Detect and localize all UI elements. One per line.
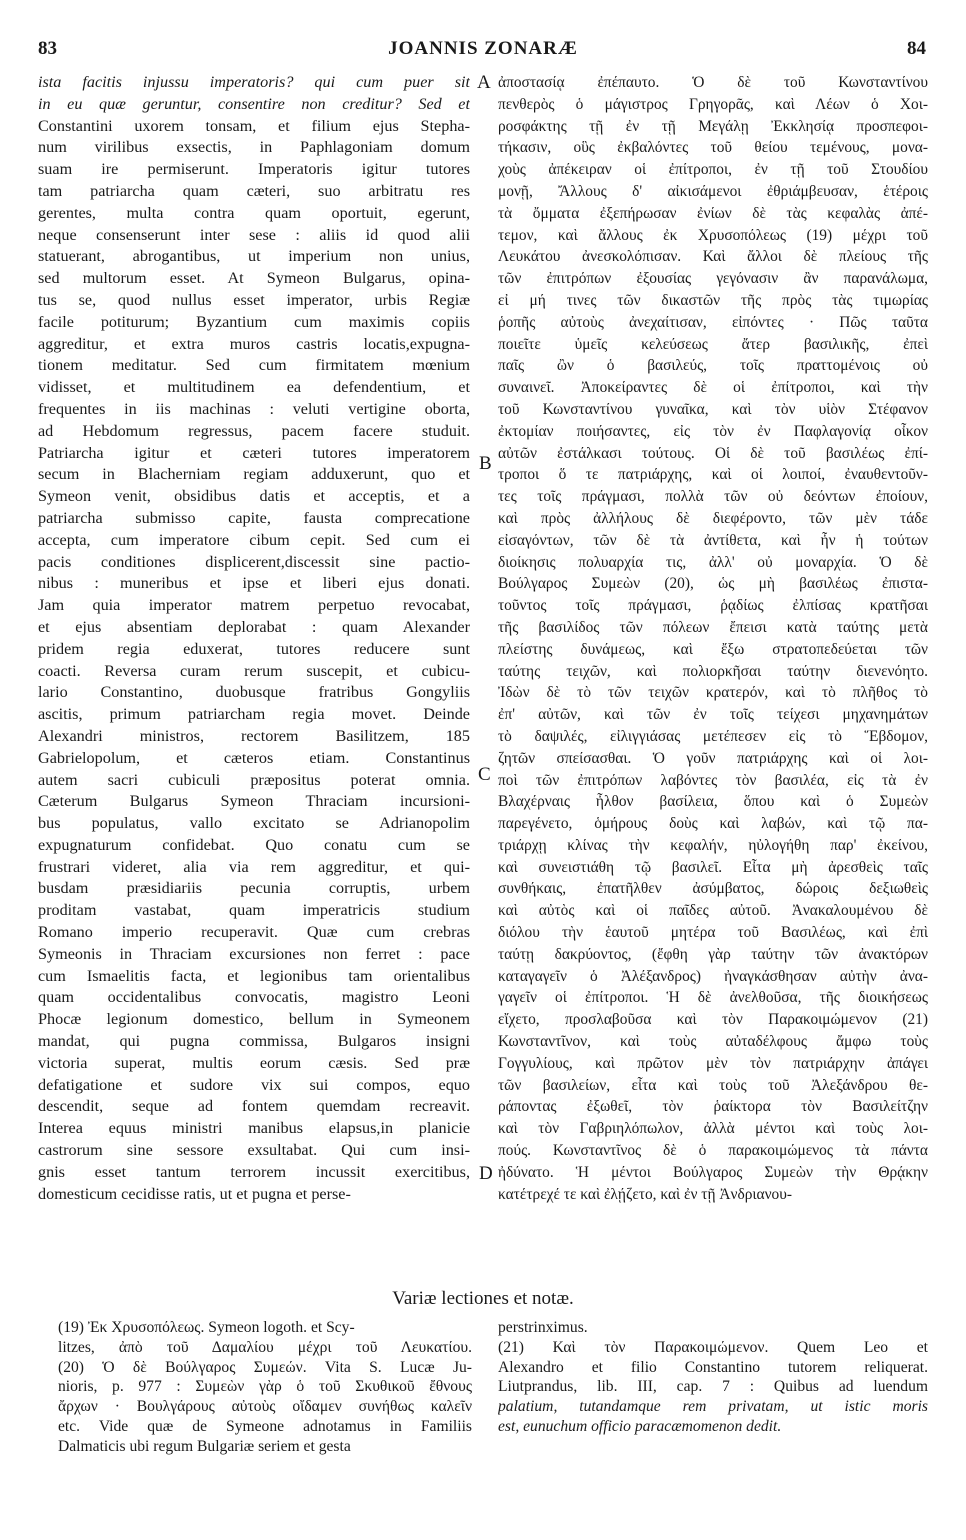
- margin-marker-a: A: [477, 72, 491, 93]
- greek-text-line: πούς. Κωνσταντῖνος δὲ ὁ παρακοιμώμενος τὰ πάντα: [498, 1142, 928, 1160]
- latin-text-line: Jam quia imperator matrem perpetuo revocabat,: [38, 596, 470, 615]
- note-line: (21) Καὶ τὸν Παρακοιμώμενον. Quem Leo et: [498, 1338, 928, 1356]
- latin-text-line: aggreditur, et extra muros castris locatis,expugna-: [38, 334, 470, 353]
- greek-text-line: συναινεῖ. Ἀποκείραντες δὲ οἱ ἐπίτροποι, καὶ τὴν: [498, 379, 928, 397]
- latin-text-line: gerentes, multa contra quam oportuit, egerunt,: [38, 203, 470, 222]
- greek-text-line: τῆς βασιλίδος τῶν πόλεων ἔπεισι κατὰ ταύτης μετὰ: [498, 618, 928, 636]
- greek-text-line: ῥοπῆς αὐτοὺς ἀνεχαίτισαν, εἰπόντες · Πῶς ταῦτα: [498, 313, 928, 331]
- greek-text-line: γαγεῖν οἱ ἐπίτροποι. Ἡ δὲ ἀνελθοῦσα, τῆς διοικήσεως: [498, 989, 928, 1007]
- greek-text-line: ἐκτομίαν ποιήσαντες, εἰς τὸν ἐν Παφλαγονίᾳ οἶκον: [498, 422, 928, 440]
- note-line: (19) Ἐκ Χρυσοπόλεως. Symeon logoth. et Scy-: [58, 1319, 355, 1336]
- latin-text-line: Constantini uxorem tonsam, et filium ejus Stepha-: [38, 116, 470, 135]
- latin-text-line: et ejus absentiam deplorabat : quam Alexander: [38, 617, 470, 636]
- latin-text-line: domesticum cecidisse ratis, ut et pugna et perse-: [38, 1184, 351, 1203]
- latin-text-line: mandat, qui pugna commissa, Bulgaros insigni: [38, 1032, 470, 1051]
- greek-text-line: τοῦντος τοῖς πράγμασι, ῥᾳδίως ἐλπίσας κρατῆσαι: [498, 597, 928, 615]
- greek-text-line: τριάρχῃ κλίνας τὴν κεφαλήν, ηὐλογήθη παρ' ἐκείνου,: [498, 836, 928, 854]
- latin-text-line: cum Ismaelitis facta, et legionibus tam orientalibus: [38, 966, 470, 985]
- note-line: est, eunuchum officio paracæmomenon dedit.: [498, 1417, 782, 1435]
- greek-text-line: ἠδύνατο. Ἡ μέντοι Βούλγαρος Συμεὼν τὴν Θρᾴκην: [498, 1163, 928, 1181]
- latin-text-line: Romano imperio recuperavit. Quæ cum crebras: [38, 923, 470, 942]
- greek-text-line: ἐπ' αὐτῶν, καὶ τῶν ἐν τοῖς τείχεσι μηχανημάτων: [498, 706, 928, 724]
- latin-text-line: ad Hebdomum regressus, pacem facere studuit.: [38, 421, 470, 440]
- latin-text-line: pridem regia eduxerat, tutores reducere sunt: [38, 639, 470, 658]
- latin-text-line: lario Constantino, duobusque fratribus Gongyliis: [38, 683, 470, 702]
- greek-text-line: εἴχετο, προσλαβοῦσα καὶ τὸν Παρακοιμώμενον (21): [498, 1011, 928, 1029]
- latin-text-line: coacti. Reversa curam rerum suscepit, et cubicu-: [38, 661, 470, 680]
- latin-text-line: ascitis, primum patriarcham regia movet. Deinde: [38, 705, 470, 724]
- note-line: perstrinximus.: [498, 1319, 588, 1336]
- latin-text-line: Cæterum Bulgarus Symeon Thraciam incursioni-: [38, 792, 470, 811]
- greek-text-line: Βούλγαρος Συμεὼν (20), ὡς μὴ βασιλέως ἐπιστα-: [498, 575, 928, 593]
- latin-text-line: bus populatus, vallo excitato se Adrianopolim: [38, 814, 470, 833]
- greek-text-line: παῖς ὢν ὁ βασιλεύς, τοῖς πραττομένοις οὐ: [498, 357, 928, 375]
- latin-text-line: neque consenserunt inter sese : aliis id quod alii: [38, 225, 470, 244]
- latin-text-line: frequentes in iis machinas : veluti vertigine oborta,: [38, 399, 470, 418]
- greek-text-line: τῶν βασιλείων, εἶτα καὶ τοὺς τοῦ Ἀλεξάνδρου θε-: [498, 1076, 928, 1094]
- latin-text-line: castrorum sine sessore exsultabat. Qui cum insi-: [38, 1141, 470, 1160]
- greek-text-line: ζητῶν σπείσασθαι. Ὁ γοῦν πατριάρχης καὶ οἱ λοι-: [498, 749, 928, 767]
- latin-text-line: autem sacri cubiculi præpositus poterat omnia.: [38, 770, 470, 789]
- latin-text-line: tam patriarcha quam cæteri, suo arbitratu res: [38, 181, 470, 200]
- greek-text-line: ποὶ τῶν ἐπιτρόπων λαβόντες τὸν βασιλέα, εἰς τὰ ἐν: [498, 771, 928, 789]
- latin-text-line: num virilibus exsectis, in Paphlagoniam domum: [38, 138, 470, 157]
- greek-text-line: τροποι ὅ τε πατριάρχης, καὶ οἱ λοιποί, ἐναυθεντοῦν-: [498, 466, 928, 484]
- greek-text-line: διοίκησις πολυαρχία τις, ἀλλ' οὐ μοναρχία. Ὁ δὲ: [498, 553, 928, 571]
- greek-text-line: τῶν ἐπιτρόπων ἐξουσίας γεγόνασιν ἂν παρανάλωμα,: [498, 270, 928, 288]
- latin-text-line: vidisset, et multitudinem ea defendentium, et: [38, 378, 470, 397]
- latin-text-line: quam occidentalibus convocatis, magistro Leoni: [38, 988, 470, 1007]
- note-line: ἄρχων · Βουλγάρους αὐτοὺς οἴδαμεν συνήθως καλεῖν: [58, 1398, 472, 1416]
- latin-text-line: busdam præsidiariis pecunia corruptis, urbem: [38, 879, 470, 898]
- latin-text-line: Patriarcha igitur et cæteri tutores imperatorem: [38, 443, 470, 462]
- greek-text-line: πλείστης δυνάμεως, καὶ ἔξω στρατοπεδεύεται τῶν: [498, 640, 928, 658]
- note-line: Alexandro et filio Constantino tutorem reliquerat.: [498, 1358, 928, 1376]
- greek-text-line: καὶ συνειστιάθη τῷ βασιλεῖ. Εἶτα μὴ ἀρεσθεὶς ταῖς: [498, 858, 928, 876]
- note-line: litzes, ἀπὸ τοῦ Δαμαλίου μέχρι τοῦ Λευκατίου.: [58, 1338, 472, 1356]
- running-title: JOANNIS ZONARÆ: [388, 38, 578, 59]
- greek-text-line: καὶ πρὸς ἀλλήλους δὲ διεφέροντο, τῶν μὲν τάδε: [498, 509, 928, 527]
- greek-text-line: εἰσαγόντων, τῶν δὲ τὰ ἀντίθετα, καὶ ἦν ἡ τούτων: [498, 531, 928, 549]
- greek-text-line: τὰ ὄμματα ἐξεπήρωσαν ἐνίων δὲ τὰς κεφαλὰς ἀπέ-: [498, 204, 928, 222]
- latin-text-line: gnis esset tantum terrorem incussit exercitibus,: [38, 1162, 470, 1181]
- greek-text-line: τοῦ Κωνσταντίνου γυναῖκα, καὶ τὸν υἱὸν Στέφανον: [498, 400, 928, 418]
- latin-text-line: ista facitis injussu imperatoris? qui cum puer sit: [38, 73, 470, 91]
- latin-text-line: tionem meditatur. Sed cum firmitatem mœnium: [38, 356, 470, 375]
- latin-text-line: proditam vastabat, quam imperatricis studium: [38, 901, 470, 920]
- note-line: nioris, p. 977 : Συμεὼν γὰρ ὁ τοῦ Σκυθικοῦ ἔθνους: [58, 1378, 472, 1396]
- latin-text-line: accepta, cum imperatore cibum cepit. Sed cum ei: [38, 530, 470, 549]
- latin-text-line: Phocæ legionum domestico, bellum in Symeonem: [38, 1010, 470, 1029]
- notes-right-column: [498, 1318, 928, 1437]
- latin-text-line: Gabrielopolum, et cæteros etiam. Constantinus: [38, 748, 470, 767]
- latin-text-line: victoria superat, multis eorum cæsis. Sed præ: [38, 1053, 470, 1072]
- margin-marker-b: B: [479, 453, 492, 474]
- greek-text-line: τήκασιν, οὓς ἐκβαλόντες τοῦ θείου τεμένους, μονα-: [498, 139, 928, 157]
- latin-text-line: Interea equus ministri manibus elapsus,in planicie: [38, 1119, 470, 1138]
- greek-text-line: τες τοῖς πράγμασι, πολλὰ τῶν οὐ δεόντων ἐποίουν,: [498, 488, 928, 506]
- latin-text-line: defatigatione et sudore vix sui compos, equo: [38, 1075, 470, 1094]
- greek-text-line: Ἰδὼν δὲ τὸ τῶν τειχῶν κρατερόν, καὶ τὸ πλῆθος τὸ: [498, 684, 928, 702]
- margin-marker-d: D: [479, 1163, 493, 1184]
- greek-text-line: καὶ αὐτὸς καὶ οἱ παῖδες αὐτοῦ. Ἀνακαλουμένου δὲ: [498, 902, 928, 920]
- latin-text-line: suam ire permiserunt. Imperatoris igitur tutores: [38, 160, 470, 179]
- latin-column: [38, 72, 470, 1205]
- greek-text-line: χοὺς ἀπέκειραν οἱ ἐπίτροποι, ἐν τῇ τοῦ Στουδίου: [498, 161, 928, 179]
- greek-text-line: ροσφάκτης τῇ ἐν τῇ Μεγάλῃ Ἐκκλησίᾳ προσπεφοι-: [498, 117, 928, 135]
- notes-heading: Variæ lectiones et notæ.: [392, 1288, 574, 1309]
- latin-text-line: sed multorum esset. At Symeon Bulgarus, opina-: [38, 269, 470, 288]
- note-line: Liutprandus, lib. III, cap. 7 : Quibus ad luendum: [498, 1378, 928, 1396]
- greek-text-line: Λευκάτου ἀνεσκολόπισαν. Καὶ ἄλλοι δὲ πλείους τῆς: [498, 248, 928, 266]
- latin-text-line: facile potiturum; Byzantium cum maximis copiis: [38, 312, 470, 331]
- greek-text-line: ταύτης τειχῶν, καὶ πολιορκῆσαι ταύτην διενενόητο.: [498, 662, 928, 680]
- latin-text-line: Alexandri ministros, rectorem Basilitzem, 185: [38, 726, 470, 745]
- greek-text-line: μονῇ, Ἄλλους δ' αἰκισάμενοι ἐθριάμβευσαν, ἑτέροις: [498, 182, 928, 200]
- latin-text-line: descendit, seque ad fontem quemdam recreavit.: [38, 1097, 470, 1116]
- greek-text-line: ταύτῃ δακρύοντος, (ἔφθη γὰρ ταύτην τῶν ἀνακτόρων: [498, 945, 928, 963]
- latin-text-line: nibus : muneribus et ipse et liberi ejus donati.: [38, 574, 470, 593]
- latin-text-line: frustrari videret, alia via rem aggreditur, et qui-: [38, 857, 470, 876]
- latin-text-line: Symeonis in Thraciam excursiones non ferret : pace: [38, 944, 470, 963]
- greek-text-line: τὸ δαψιλές, εἰλιγγιάσας μετέπεσεν εἰς τὸ Ἕβδομον,: [498, 727, 928, 745]
- latin-text-line: pacis conditiones displicerent,discessit sine pactio-: [38, 552, 470, 571]
- greek-text-line: Κωνσταντῖνον, καὶ τοὺς αὐταδέλφους ἄμφω τοὺς: [498, 1033, 928, 1051]
- greek-text-line: Βλαχέρναις ἦλθον βασίλεια, ὅπου καὶ ὁ Συμεὼν: [498, 793, 928, 811]
- latin-text-line: in eu quæ geruntur, consentire non creditur? Sed et: [38, 94, 470, 113]
- note-line: (20) Ὁ δὲ Βούλγαρος Συμεών. Vita S. Lucæ Ju-: [58, 1358, 472, 1376]
- latin-text-line: tus se, quod nullus esset imperator, urbis Regiæ: [38, 290, 470, 309]
- note-line: Dalmaticis ubi regum Bulgariæ seriem et gesta: [58, 1437, 351, 1455]
- greek-text-line: διόλου τὴν ἑαυτοῦ μητέρα τοῦ Βασιλέως, καὶ ἐπὶ: [498, 924, 928, 942]
- greek-text-line: κατέτρεχέ τε καὶ ἐλῄζετο, καὶ ἐν τῇ Ἀνδριανου-: [498, 1185, 792, 1203]
- page-number-right: 84: [907, 38, 926, 59]
- latin-text-line: statuerant, abrogantibus, ut imperium non unius,: [38, 247, 470, 266]
- note-line: palatium, tutandamque rem privatam, ut istic moris: [498, 1398, 928, 1416]
- greek-text-line: ράποντας ἐξωθεῖ, τὸν ῥαίκτορα τὸν Βασιλείτζην: [498, 1098, 928, 1116]
- latin-text-line: patriarcha submisso capite, fausta comprecatione: [38, 508, 470, 527]
- greek-text-line: ἀποστασίᾳ ἐπέπαυτο. Ὁ δὲ τοῦ Κωνσταντίνου: [498, 74, 928, 91]
- greek-column: [498, 72, 928, 1205]
- greek-text-line: καὶ τὸν Γαβριηλόπωλον, ἀλλὰ μέντοι καὶ τοὺς λοι-: [498, 1120, 928, 1138]
- latin-text-line: secum in Blacherniam regiam adduxerunt, quo et: [38, 465, 470, 484]
- latin-text-line: Symeon venit, obsidibus datis et acceptis, et a: [38, 487, 470, 506]
- note-line: etc. Vide quæ de Symeone adnotamus in Familiis: [58, 1417, 472, 1435]
- greek-text-line: τεμον, καὶ ἄλλους ἐκ Χρυσοπόλεως (19) μέχρι τοῦ: [498, 226, 928, 244]
- page-number-left: 83: [38, 38, 57, 59]
- greek-text-line: Γογγυλίους, καὶ πρῶτον μὲν τὸν πατριάρχην ἀπάγει: [498, 1054, 928, 1072]
- greek-text-line: αὐτῶν ἐστάλκασι τούτους. Οἱ δὲ τοῦ βασιλέως ἐπί-: [498, 444, 928, 462]
- greek-text-line: καταγαγεῖν ὁ Ἀλέξανδρος) ἠναγκάσθησαν αὐτὴν ἀνα-: [498, 967, 928, 985]
- greek-text-line: πενθερὸς ὁ μάγιστρος Γρηγορᾶς, καὶ Λέων ὁ Χοι-: [498, 95, 928, 113]
- margin-marker-c: C: [478, 764, 491, 785]
- greek-text-line: παρεγένετο, ὁμήρους δοὺς καὶ λαβών, καὶ τῷ πα-: [498, 815, 928, 833]
- greek-text-line: εἰ μή τινες τῶν δικαστῶν τῆς πρὸς τὰς τιμωρίας: [498, 291, 928, 309]
- greek-text-line: ποιεῖτε ὑμεῖς κελεύσεως ἄτερ βασιλικῆς, ἐπεὶ: [498, 335, 928, 353]
- notes-left-column: [58, 1318, 472, 1457]
- latin-text-line: expugnaturum confidebat. Quo conatu cum se: [38, 835, 470, 854]
- greek-text-line: συνθήκαις, ἐπατῆλθεν ἀσύμβατος, δώροις δεξιωθεὶς: [498, 880, 928, 898]
